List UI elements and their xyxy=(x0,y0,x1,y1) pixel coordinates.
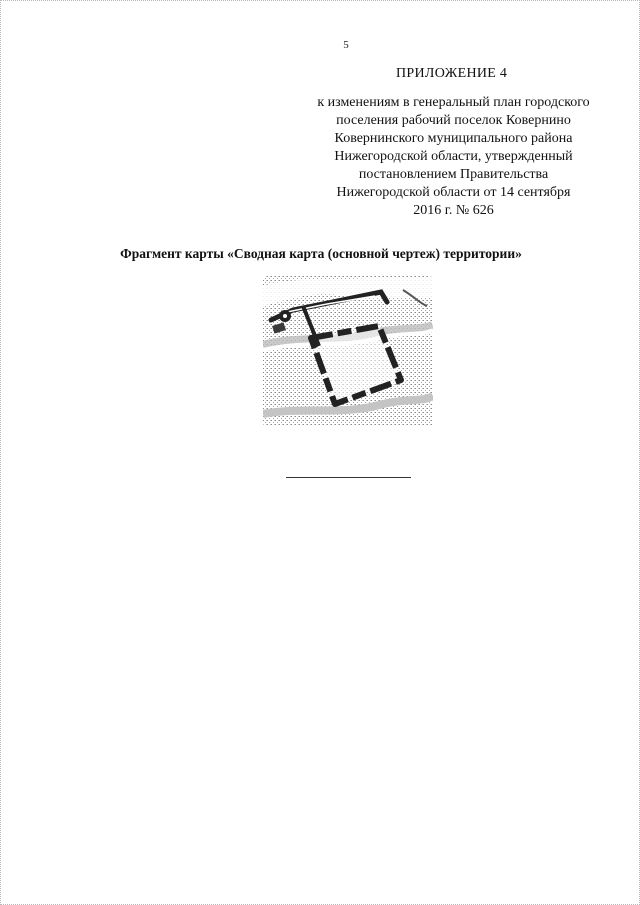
separator-line xyxy=(286,477,411,478)
appendix-subtitle-line: 2016 г. № 626 xyxy=(413,203,494,218)
appendix-title: ПРИЛОЖЕНИЕ 4 xyxy=(396,66,508,81)
appendix-subtitle xyxy=(301,94,606,220)
appendix-subtitle-line: постановлением Правительства xyxy=(358,167,549,182)
appendix-subtitle-line: к изменениям в генеральный план городского xyxy=(317,95,590,110)
appendix-subtitle-line: поселения рабочий поселок Ковернино xyxy=(336,113,571,128)
map-fragment-image xyxy=(263,276,433,426)
map-marker-center xyxy=(283,314,287,318)
appendix-subtitle-line: Ковернинского муниципального района xyxy=(334,131,573,146)
fragment-heading: Фрагмент карты «Сводная карта (основной чертеж) территории» xyxy=(120,246,522,261)
appendix-subtitle-line: Нижегородской области от 14 сентября xyxy=(336,185,571,200)
page-number: 5 xyxy=(343,39,349,51)
appendix-subtitle-line: Нижегородской области, утвержденный xyxy=(334,149,573,164)
